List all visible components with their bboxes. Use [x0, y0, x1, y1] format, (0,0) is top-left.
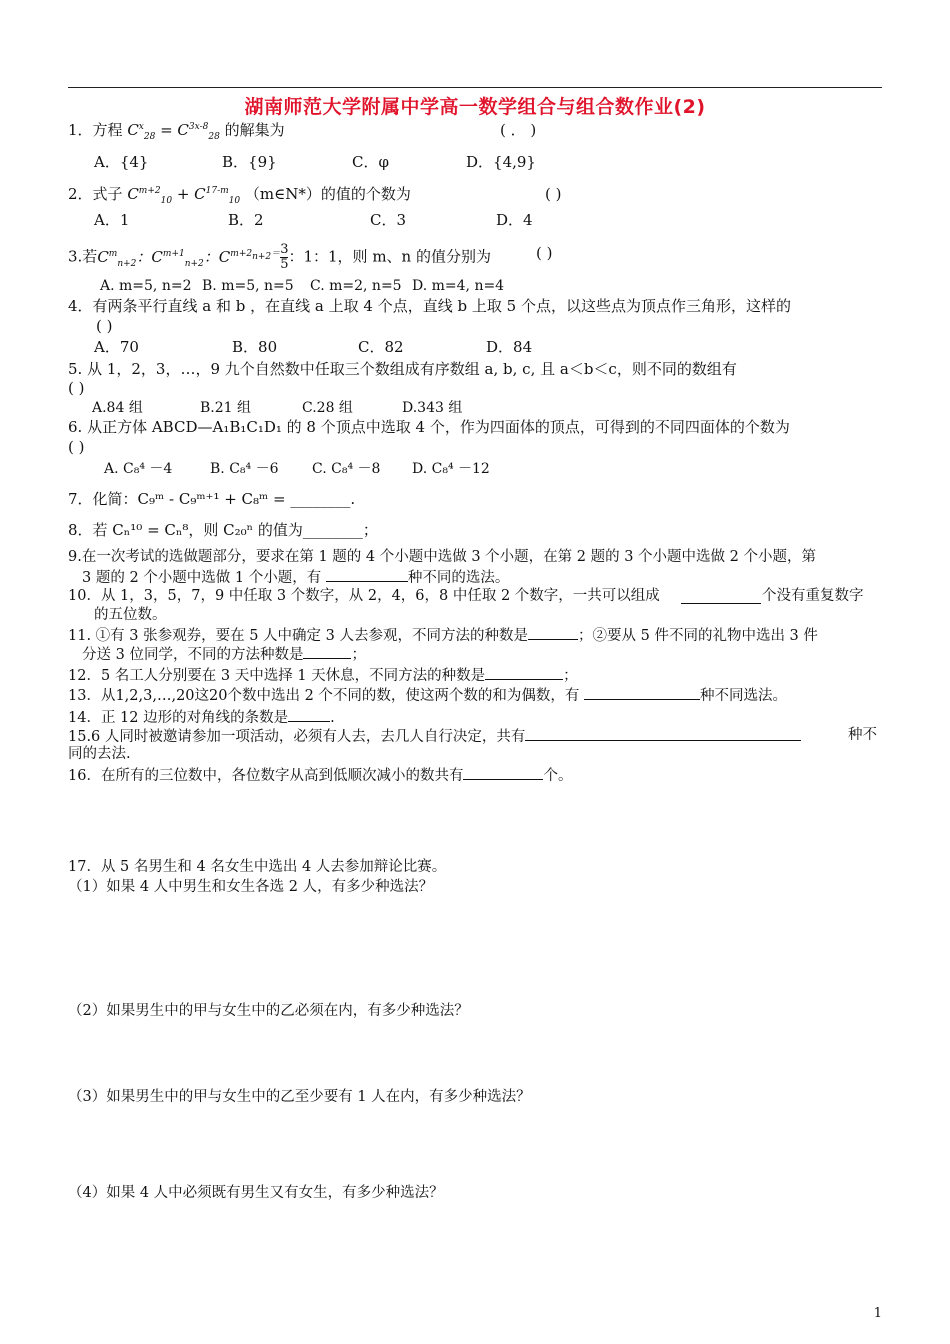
q7: 7．化简：C₉ᵐ - C₉ᵐ⁺¹ + C₈ᵐ = ________.	[68, 490, 356, 508]
q13: 13．从1,2,3,…,20这20个数中选出 2 个不同的数，使这两个数的和为偶数，有 种不同选法。	[68, 684, 787, 706]
q6-stem: 6. 从正方体 ABCD—A₁B₁C₁D₁ 的 8 个顶点中选取 4 个，作为四面体的顶点，可得到的不同四面体的个数为	[68, 418, 790, 436]
q15-tail: 种不	[848, 727, 877, 743]
q3-option-a: A. m=5, n=2	[100, 278, 192, 294]
q17-part-1: （1）如果 4 人中男生和女生各选 2 人，有多少种选法？	[68, 879, 434, 895]
q13-answer-blank[interactable]	[584, 684, 700, 700]
q11-answer-blank-1[interactable]	[528, 624, 578, 640]
q2-option-c: C．3	[370, 211, 407, 229]
q1-option-d: D．{4,9}	[466, 153, 536, 171]
q15-line1: 15.6 人同时被邀请参加一项活动，必须有人去，去几人自行决定，共有	[68, 725, 801, 747]
q4-option-a: A．70	[94, 338, 139, 356]
q4-option-d: D．84	[486, 338, 533, 356]
q10-line1: 10．从 1，3，5，7，9 中任取 3 个数字，从 2，4，6，8 中任取 2 个数字，一共可以组成	[68, 588, 660, 604]
q17-part-4: （4）如果 4 人中必须既有男生又有女生，有多少种选法？	[68, 1185, 444, 1201]
q17-part-2: （2）如果男生中的甲与女生中的乙必须在内，有多少种选法？	[68, 1003, 469, 1019]
q14: 14．正 12 边形的对角线的条数是 .	[68, 706, 335, 728]
q2-option-d: D．4	[496, 211, 533, 229]
q16: 16．在所有的三位数中，各位数字从高到低顺次减小的数共有 个。	[68, 764, 572, 786]
q15-answer-blank[interactable]	[525, 725, 801, 741]
q6-option-a: A. C₈⁴ －4	[104, 461, 173, 477]
q10-tail: 个没有重复数字	[762, 588, 864, 604]
q8: 8．若 Cₙ¹⁰ = Cₙ⁸，则 C₂₀ⁿ 的值为________；	[68, 521, 378, 539]
q5-option-d: D.343 组	[402, 400, 463, 416]
q9-line1: 9.在一次考试的选做题部分，要求在第 1 题的 4 个小题中选做 3 个小题，在第 2 题的 3 个小题中选做 2 个小题，第	[68, 549, 816, 565]
q6-answer-paren: ( )	[68, 438, 85, 456]
q12-answer-blank[interactable]	[485, 664, 563, 680]
q2-stem: 2．式子 $C^{m+2}_{10} + C^{17-m}_{10}$ （m∈N*）的值的个数为	[68, 185, 411, 206]
q2-answer-paren: ( )	[545, 185, 562, 203]
q5-option-a: A.84 组	[92, 400, 143, 416]
q3-fraction: $\frac{3}{5}$	[280, 242, 289, 272]
q1-option-b: B．{9}	[222, 153, 277, 171]
q11-line1: 11. ①有 3 张参观券，要在 5 人中确定 3 人去参观，不同方法的种数是 ；②要从 5 件不同的礼物中选出 3 件	[68, 624, 818, 646]
q10-line2: 的五位数。	[94, 607, 167, 623]
q3-answer-paren: ( )	[536, 244, 553, 262]
q5-answer-paren: ( )	[68, 379, 85, 397]
q2-expression: $C^{m+2}_{10} + C^{17-m}_{10}$	[122, 185, 241, 206]
q2-option-b: B．2	[228, 211, 264, 229]
q3-option-c: C. m=2, n=5	[310, 278, 402, 294]
q2-option-a: A．1	[94, 211, 130, 229]
q3-option-b: B. m=5, n=5	[202, 278, 294, 294]
q10-answer-blank[interactable]	[681, 588, 761, 604]
q15-line2: 同的去法.	[68, 746, 131, 762]
q1-stem: 1．方程 $C^x_{28} = C^{3x-8}_{28}$ 的解集为	[68, 121, 285, 142]
page-number: 1	[873, 1306, 882, 1321]
q11-line2: 分送 3 位同学，不同的方法种数是 ；	[82, 643, 366, 665]
q6-option-c: C. C₈⁴ －8	[312, 461, 381, 477]
q14-answer-blank[interactable]	[288, 706, 330, 722]
q12: 12．5 名工人分别要在 3 天中选择 1 天休息，不同方法的种数是 ；	[68, 664, 578, 686]
q3-stem: 3.若$C^m_{n+2}$：$C^{m+1}_{n+2}$：$C^{m+2_{n+2}=}$ $\frac{3}{5}$ ：1：1，则 m、n 的值分别为	[68, 242, 491, 272]
header-rule	[68, 87, 882, 88]
q5-stem: 5. 从 1，2，3，…，9 九个自然数中任取三个数组成有序数组 a, b, c, 且 a＜b＜c，则不同的数组有	[68, 360, 737, 378]
q4-stem: 4．有两条平行直线 a 和 b ，在直线 a 上取 4 个点，直线 b 上取 5 个点，以这些点为顶点作三角形，这样的	[68, 297, 791, 315]
q17-stem: 17．从 5 名男生和 4 名女生中选出 4 人去参加辩论比赛。	[68, 859, 447, 875]
page-title: 湖南师范大学附属中学高一数学组合与组合数作业(2)	[244, 96, 706, 118]
q16-answer-blank[interactable]	[463, 764, 543, 780]
q9-answer-blank[interactable]	[326, 566, 408, 582]
q3-option-d: D. m=4, n=4	[412, 278, 505, 294]
q1-equation: $C^x_{28} = C^{3x-8}_{28}$	[122, 121, 220, 142]
q1-option-c: C．φ	[352, 153, 389, 171]
q6-option-d: D. C₈⁴ －12	[412, 461, 490, 477]
q6-option-b: B. C₈⁴ －6	[210, 461, 279, 477]
q1-answer-paren: ( ． )	[500, 121, 537, 139]
q4-option-c: C．82	[358, 338, 404, 356]
q17-part-3: （3）如果男生中的甲与女生中的乙至少要有 1 人在内，有多少种选法？	[68, 1089, 531, 1105]
q4-answer-paren: ( )	[96, 317, 113, 335]
q9-line2: 3 题的 2 个小题中选做 1 个小题，有 种不同的选法。	[82, 566, 509, 588]
q1-option-a: A．{4}	[94, 153, 149, 171]
q5-option-c: C.28 组	[302, 400, 353, 416]
q4-option-b: B．80	[232, 338, 278, 356]
q5-option-b: B.21 组	[200, 400, 252, 416]
q11-answer-blank-2[interactable]	[303, 643, 351, 659]
